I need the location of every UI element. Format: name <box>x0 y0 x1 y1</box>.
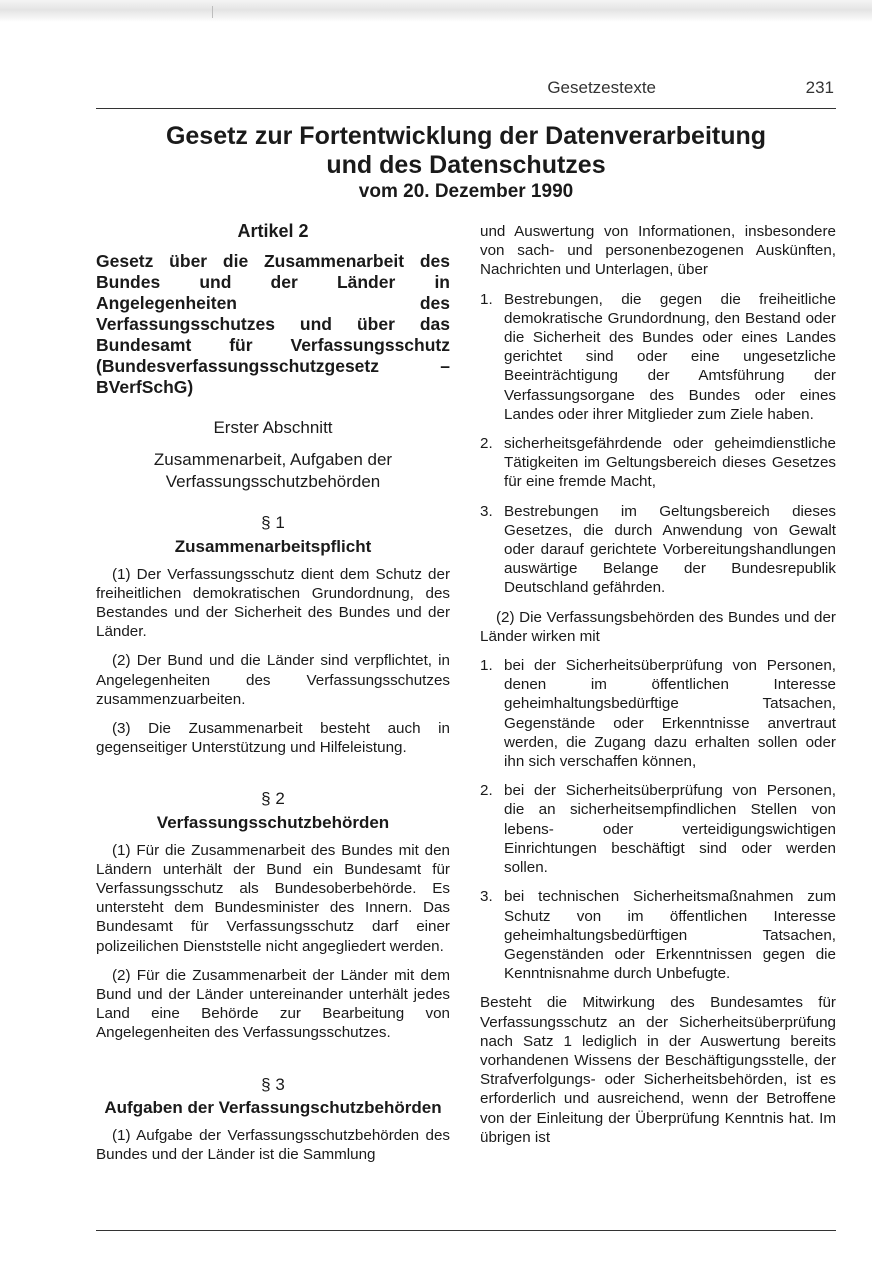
cooperation-list <box>480 656 836 983</box>
paragraph-1-subsection-3: (3) Die Zusammenarbeit besteht auch in gegenseitiger Unterstützung und Hilfeleistung. <box>96 720 450 757</box>
paragraph-3-continuation: und Auswertung von Informationen, insbesondere von sach- und personenbezogenen Auskünften, Nachrichten und Unterlagen, über <box>480 223 836 279</box>
list-item-number: 1. <box>480 290 493 308</box>
list-item-number: 2. <box>480 435 493 453</box>
title-line-1: Gesetz zur Fortentwicklung der Datenverarbeitung <box>165 122 767 150</box>
list-item-text: sicherheitsgefährdende oder geheimdienstliche Tätigkeiten im Geltungsbereich dieses Gesetzes für eine fremde Macht, <box>504 435 836 491</box>
running-header <box>96 78 836 109</box>
title-date: vom 20. Dezember 1990 <box>358 181 574 202</box>
scan-edge-shadow <box>0 0 872 22</box>
list-item <box>480 887 836 983</box>
paragraph-1-subsection-2: (2) Der Bund und die Länder sind verpflichtet, in Angelegenheiten des Verfassungsschutzes zusammenzuarbeiten. <box>96 652 450 708</box>
page-number: 231 <box>805 78 834 97</box>
paragraph-3-subsection-1: (1) Aufgabe der Verfassungsschutzbehörden des Bundes und der Länder ist die Sammlung <box>96 1126 450 1164</box>
paragraph-1-subsection-1: (1) Der Verfassungsschutz dient dem Schutz der freiheitlichen demokratischen Grundordnung, des Bestandes und der Sicherheit des Bundes und der Länder. <box>96 565 450 641</box>
paragraph-3-title: Aufgaben der Verfassungschutzbehörden <box>104 1097 442 1117</box>
header-section-title: Gesetzestexte <box>547 78 656 97</box>
paragraph-1-number: § 1 <box>261 513 285 533</box>
list-item-text: bei der Sicherheitsüberprüfung von Personen, die an sicherheitsempfindlichen Stellen von lebens- oder verteidigungswichtigen Einrichtungen beschäftigt sind oder werden sollen. <box>504 782 836 877</box>
list-item-number: 3. <box>480 502 493 520</box>
paragraph-1-title: Zusammenarbeitspflicht <box>174 536 372 556</box>
abschnitt-title: Zusammenarbeit, Aufgaben der Verfassungsschutzbehörden <box>153 450 393 492</box>
list-item-text: bei technischen Sicherheitsmaßnahmen zum Schutz von im öffentlichen Interesse geheimhaltungsbedürftigen Tatsachen, Gegenständen oder Erkenntnissen gegen die Kenntnisnahme durch Unbefugte. <box>504 888 836 983</box>
list-item-text: Bestrebungen im Geltungsbereich dieses Gesetzes, die durch Anwendung von Gewalt oder darauf gerichtete Vorbereitungshandlungen auswärtige Belange der Bundesrepublik Deutschland gefährden. <box>504 502 836 597</box>
tasks-list <box>480 290 836 598</box>
document-title <box>96 122 836 203</box>
right-column <box>480 222 836 1157</box>
paragraph-2-subsection-2: (2) Für die Zusammenarbeit der Länder mit dem Bund und der Länder untereinander unterhält jedes Land eine Behörde zur Bearbeitung von Angelegenheiten des Verfassungsschutzes. <box>96 966 450 1042</box>
law-title: Gesetz über die Zusammenarbeit des Bundes und der Länder in Angelegenheiten des Verfassungsschutzes und über das Bundesamt für Verfassungsschutz (Bundesverfassungsschutzgesetz – BVerfSchG) <box>96 251 450 398</box>
abschnitt-heading: Erster Abschnitt <box>213 418 333 438</box>
left-column <box>96 222 450 1174</box>
paragraph-3-number: § 3 <box>261 1074 285 1094</box>
list-item-number: 1. <box>480 657 493 675</box>
list-item <box>480 502 836 598</box>
scan-mark <box>212 6 213 18</box>
paragraph-2-title: Verfassungsschutzbehörden <box>156 812 390 832</box>
list-item-text: Bestrebungen, die gegen die freiheitliche demokratische Grundordnung, den Bestand oder die Sicherheit des Bundes oder eines Landes gerichtet sind oder eine ungesetzliche Beeinträchtigung der Amtsführung der Verfassungsorgane des Bundes oder eines Landes oder ihrer Mitglieder zum Ziele haben. <box>504 290 836 423</box>
list-item-text: bei der Sicherheitsüberprüfung von Personen, denen im öffentlichen Interesse geheimhaltungsbedürftige Tatsachen, Gegenstände oder Erkenntnisse anvertraut werden, die Zugang dazu erhalten sollen oder ihn sich verschaffen können, <box>504 657 836 771</box>
closing-paragraph: Besteht die Mitwirkung des Bundesamtes für Verfassungsschutz an der Sicherheitsüberprüfung nach Satz 1 lediglich in der Auswertung bereits vorhandenen Wissens der Beschäftigungsstelle, der Strafverfolgungs- oder Sicherheitsbehörden, ist es erforderlich und ausreichend, wenn der Betroffene von der Einleitung der Überprüfung Kenntnis hat. Im übrigen ist <box>480 994 836 1146</box>
footer-rule <box>96 1230 836 1231</box>
list-item <box>480 434 836 492</box>
paragraph-2-number: § 2 <box>261 789 285 809</box>
list-item-number: 3. <box>480 888 493 906</box>
artikel-heading: Artikel 2 <box>237 221 309 241</box>
list-item <box>480 656 836 771</box>
title-line-2: und des Datenschutzes <box>326 151 606 179</box>
list-item <box>480 290 836 424</box>
paragraph-2-subsection-1: (1) Für die Zusammenarbeit des Bundes mit den Ländern unterhält der Bund ein Bundesamt für Verfassungsschutz als Bundesoberbehörde. Es untersteht dem Bundesminister des Innern. Das Bundesamt für Verfassungsschutz darf einer polizeilichen Dienststelle nicht angegliedert werden. <box>96 841 450 955</box>
list-item <box>480 781 836 877</box>
paragraph-3-subsection-2: (2) Die Verfassungsbehörden des Bundes und der Länder wirken mit <box>480 608 836 645</box>
list-item-number: 2. <box>480 782 493 800</box>
